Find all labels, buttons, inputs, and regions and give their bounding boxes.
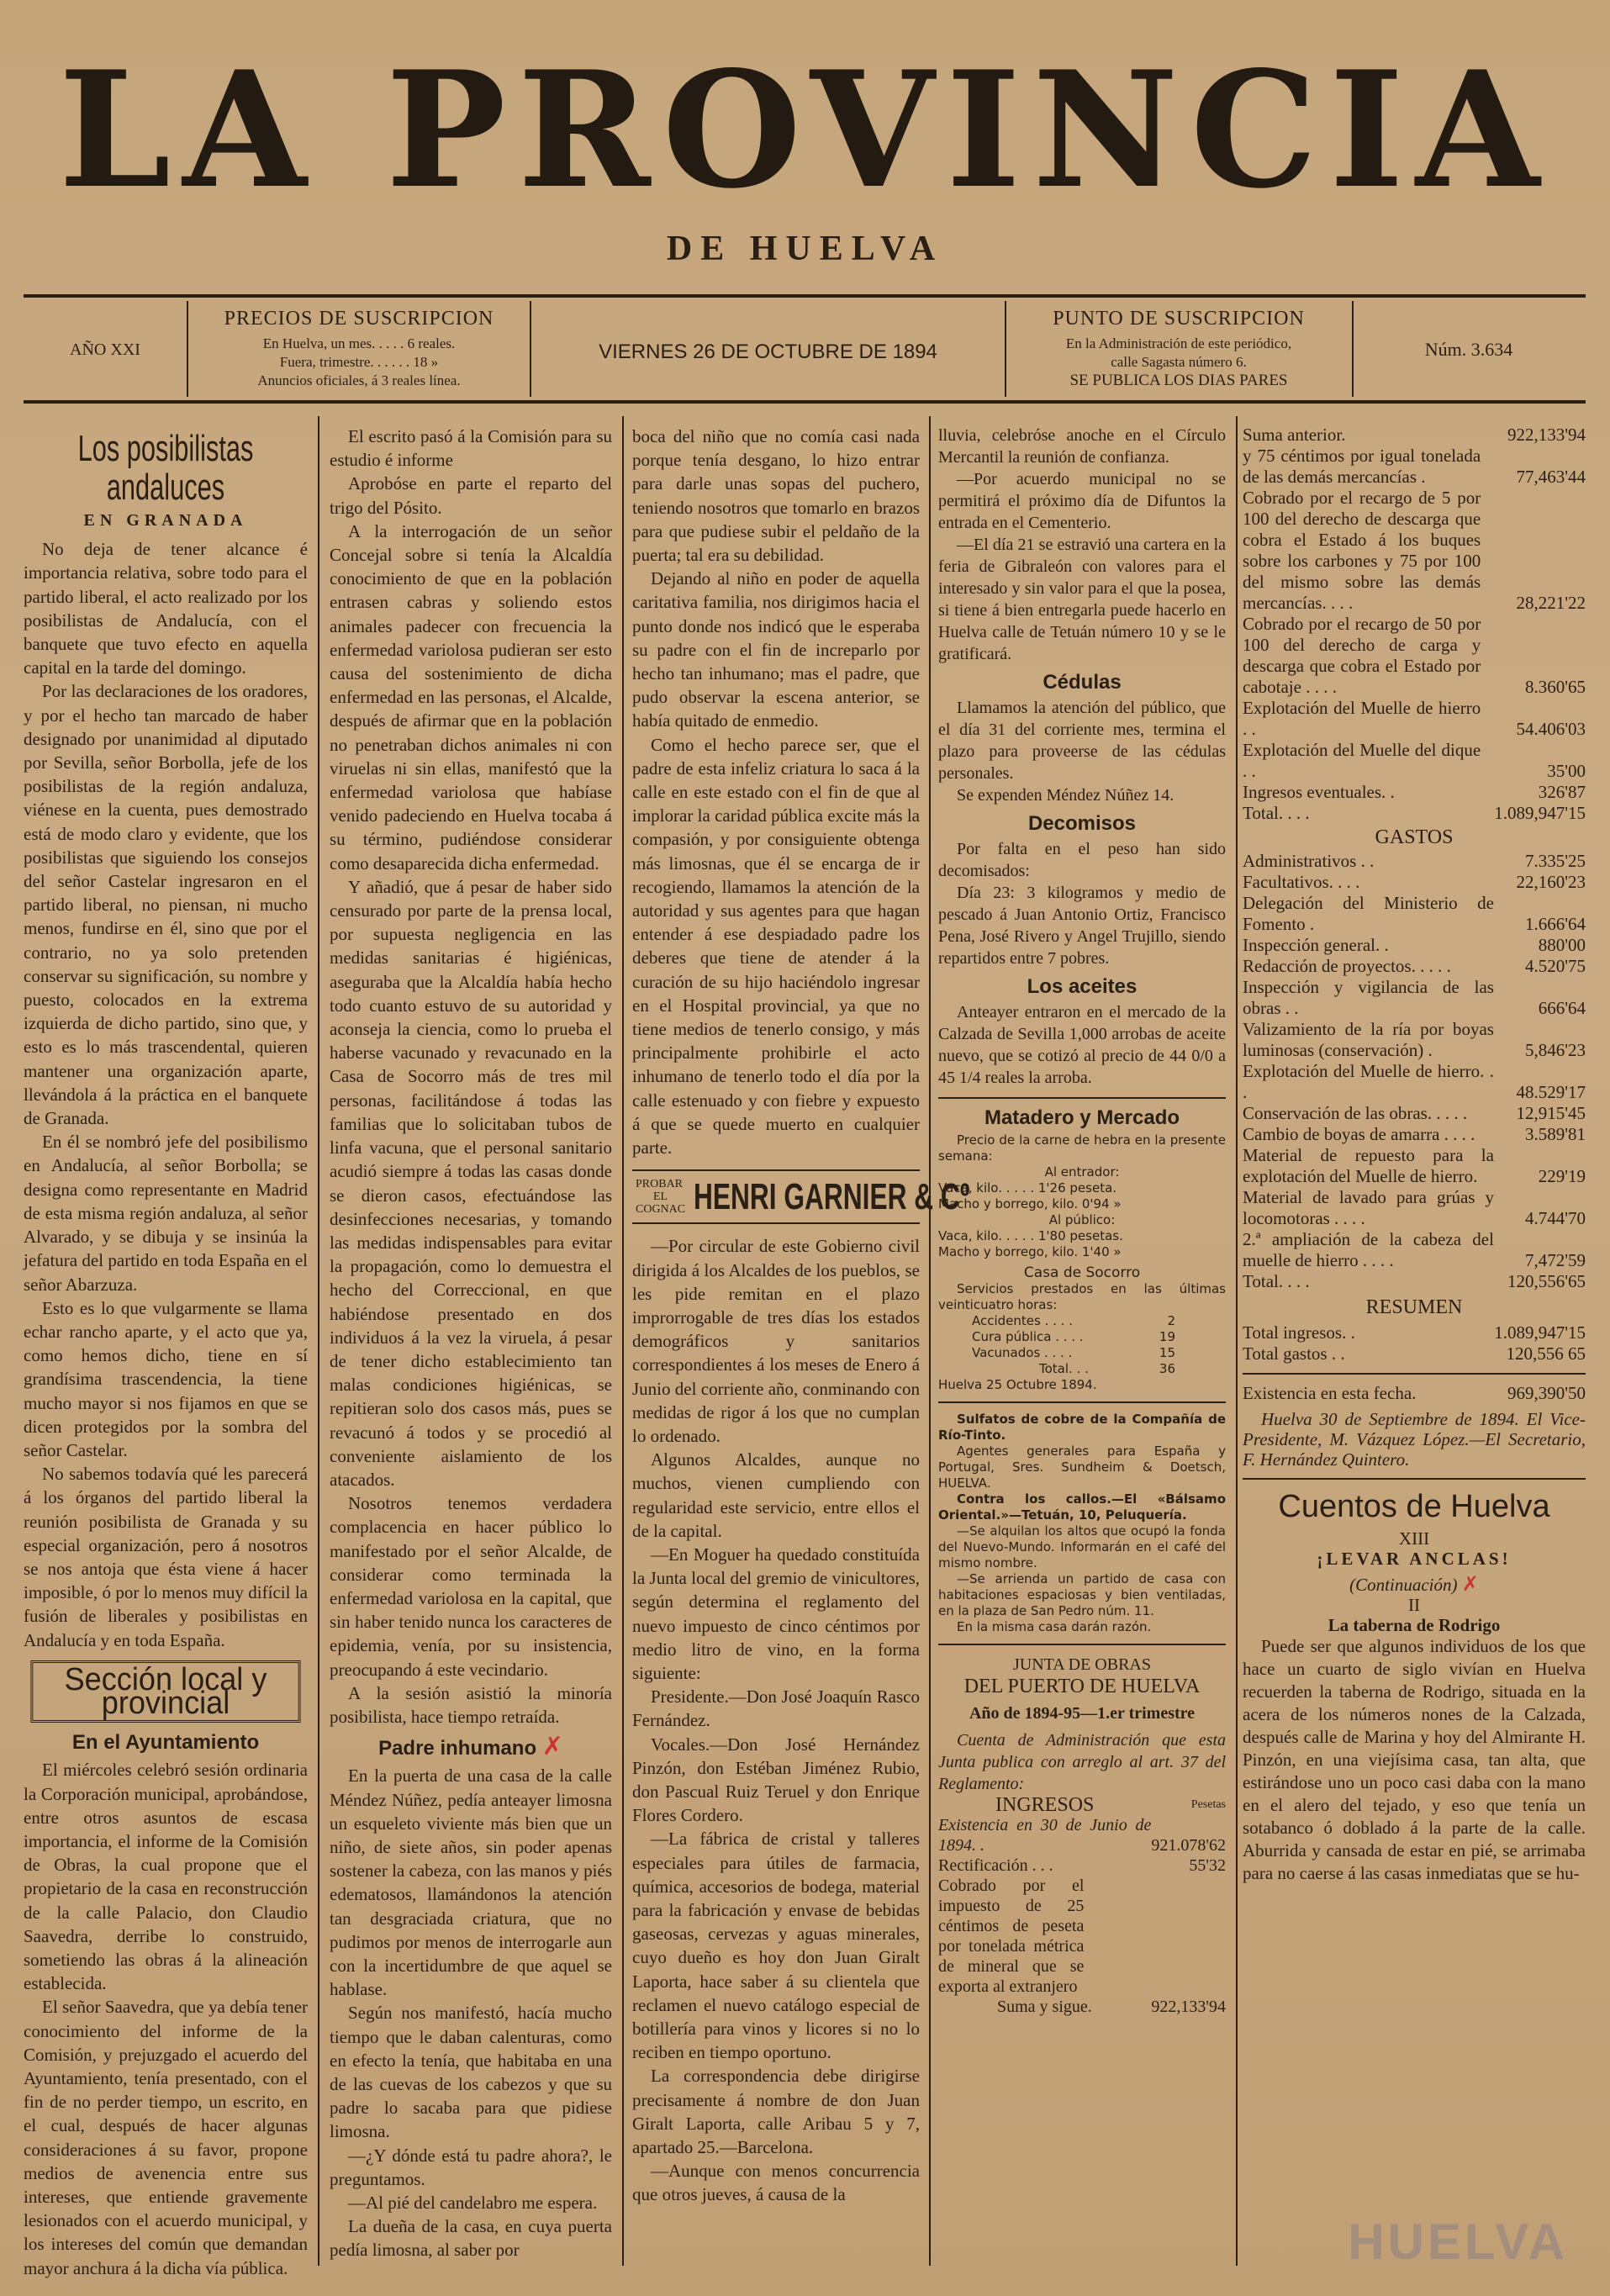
column-divider: [929, 416, 931, 2266]
chapter-title: La taberna de Rodrigo: [1328, 1615, 1501, 1635]
row-value: 1.666'64: [1524, 914, 1586, 934]
red-check-mark: ✗: [541, 1732, 563, 1762]
row-value: 880'00: [1538, 935, 1586, 955]
row-value: 922,133'94: [1507, 425, 1586, 445]
row-label: Cobrado por el recargo de 50 por 100 del derecho de carga y descarga que cobra el Estado por cabotaje . . . .: [1243, 614, 1481, 697]
column-2: [330, 425, 612, 2262]
paragraph: Dejando al niño en poder de aquella caritativa familia, nos dirigimos hacia el punto donde nos indicó que le esperaba su padre con el fin de increparlo por hecho tan inhumano; mas el padre, que pudo observar la escena anterior, se había quitado de enmedio.: [632, 568, 920, 731]
subheading: Decomisos: [1027, 812, 1137, 835]
table-row: [1243, 893, 1586, 935]
row-value: 921.078'62: [1151, 1836, 1226, 1855]
table-row: [1243, 935, 1586, 956]
balance-table: [1243, 1383, 1586, 1404]
paragraph: No deja de tener alcance é importancia relativa, sobre todo para el partido liberal, el acto realizado por los posibilistas de Andalucía, con el banquete que tuvo efecto en aquella capital en la tarde del domingo.: [24, 539, 308, 678]
issue-number: Núm. 3.634: [1424, 339, 1513, 360]
row-label: Suma y sigue.: [997, 1998, 1092, 2016]
table-row: [1243, 698, 1586, 740]
paragraph: —Por acuerdo municipal no se permitirá el próximo día de Difuntos la entrada en el Cementerio.: [938, 470, 1226, 532]
story-title: Cuentos de Huelva: [1278, 1489, 1550, 1524]
row-value: 7,472'59: [1524, 1250, 1586, 1270]
paragraph: Anteayer entraron en el mercado de la Calzada de Sevilla 1,000 arrobas de aceite nuevo, que se cotizó al precio de 44 0/0 a 45 1/4 reales la arroba.: [938, 1003, 1226, 1087]
meat-prices: [938, 1132, 1226, 1393]
paragraph: Presidente.—Don José Joaquín Rasco Fernández.: [632, 1686, 920, 1731]
price-group: Al entrador:: [1044, 1164, 1120, 1180]
row-label: Redacción de proyectos. . . . .: [1243, 956, 1451, 976]
paragraph: —¿Y dónde está tu padre ahora?, le preguntamos.: [330, 2145, 612, 2189]
table-row: [938, 1329, 1226, 1345]
column-divider: [1236, 416, 1238, 2266]
gastos-heading: GASTOS: [1375, 826, 1454, 848]
row-value: 326'87: [1538, 782, 1586, 802]
column-3: [632, 425, 970, 2207]
paragraph: Esto es lo que vulgarmente se llama echar rancho aparte, y el acto que ya, como hemos dicho, tiene en sí grandísima trascendencia, la tiene mucho mayor si nos fijamos en que se dicen protegidos por la sombra del señor Castelar.: [24, 1297, 308, 1460]
row-value: 36: [1159, 1361, 1175, 1376]
paragraph: —La fábrica de cristal y talleres especiales para útiles de farmacia, química, accesorios de bodega, material para la fabricación y envase de bebidas gaseosas, cervezas y aguas minerales, cuyo dueño es hoy don Juan Giralt Laporta, hace saber á su clientela que reclamen el nuevo catálogo especial de botillería para vinos y licores si no lo reciben en tiempo oportuno.: [632, 1829, 920, 2063]
row-value: 3.589'81: [1524, 1124, 1586, 1144]
row-label: Existencia en 30 de Junio de 1894. .: [938, 1816, 1152, 1855]
paragraph: El escrito pasó á la Comisión para su estudio é informe: [330, 426, 612, 471]
publication-days: SE PUBLICA LOS DIAS PARES: [1069, 372, 1288, 389]
row-label: Existencia en esta fecha.: [1243, 1383, 1417, 1403]
row-value: 22,160'23: [1516, 872, 1586, 892]
table-row: [1243, 488, 1586, 614]
table-row: [1243, 1229, 1586, 1271]
paragraph: —Al pié del candelabro me espera.: [348, 2193, 598, 2214]
paragraph: Día 23: 3 kilogramos y medio de pescado á Juan Antonio Ortiz, Francisco Pena, José Rivero y Angel Trujillo, siendo repartidos entre 7 pobres.: [938, 884, 1226, 968]
red-check-mark: ✗: [1461, 1572, 1479, 1596]
summary-table: [1243, 1322, 1586, 1364]
table-row: [1243, 425, 1586, 446]
header-divider: [1352, 301, 1354, 397]
price-line: Anuncios oficiales, á 3 reales línea.: [257, 372, 461, 388]
paragraph: Nosotros tenemos verdadera complacencia en hacer público lo manifestado por el señor Alcalde, de considerar como terminada la enfermedad variolosa en la capital, que sin haber tenido nunca los caracteres de epidemia, venía, por su insistencia, preocupando á este vecindario.: [330, 1493, 612, 1680]
divider: [938, 1097, 1226, 1099]
paragraph: —Por circular de este Gobierno civil dirigida á los Alcaldes de los pueblos, se les pide remitan en el plazo improrrogable de tres días los estados demográficos y sanitarios correspondientes á los meses de Enero á Junio del corriente año, conminando con medidas de rigor á los que no cumplan lo ordenado.: [632, 1236, 920, 1446]
subheading-text: Padre inhumano: [378, 1737, 537, 1760]
row-label: Cambio de boyas de amarra . . . .: [1243, 1124, 1475, 1144]
resumen-heading: RESUMEN: [1365, 1296, 1463, 1318]
row-value: 35'00: [1547, 761, 1586, 781]
row-value: 922,133'94: [1151, 1998, 1226, 2016]
row-value: 2: [1167, 1313, 1175, 1328]
row-value: 969,390'50: [1507, 1383, 1586, 1403]
row-label: Delegación del Ministerio de Fomento .: [1243, 893, 1494, 934]
paragraph: Precio de la carne de hebra en la presente semana:: [938, 1132, 1226, 1164]
row-value: 77,463'44: [1516, 467, 1586, 487]
aid-table: [938, 1313, 1226, 1377]
table-row: [1243, 1103, 1586, 1124]
column-divider: [318, 416, 319, 2266]
row-label: Conservación de las obras. . . . .: [1243, 1103, 1468, 1123]
table-row: [1243, 1019, 1586, 1061]
divider: [938, 1644, 1226, 1645]
row-label: Total. . . .: [1243, 1271, 1310, 1291]
table-row: [1243, 1124, 1586, 1145]
ad-line: —Se alquilan los altos que ocupó la fonda del Nuevo-Mundo. Informarán en el café del mismo nombre.: [938, 1523, 1226, 1570]
point-line: En la Administración de este periódico,: [1065, 335, 1292, 351]
table-row: [1243, 956, 1586, 977]
header-bottom-rule: [24, 400, 1586, 404]
section-heading: Sección local y provincial: [30, 1660, 300, 1723]
table-heading: INGRESOS: [995, 1794, 1095, 1816]
subheading: Casa de Socorro: [1023, 1264, 1141, 1281]
paragraph: Servicios prestados en las últimas veinticuatro horas:: [938, 1281, 1226, 1312]
row-value: 1.089,947'15: [1494, 1322, 1586, 1343]
ad-line: En la misma casa darán razón.: [957, 1619, 1152, 1634]
row-label: Rectificación . . .: [938, 1856, 1053, 1875]
row-label: Material de repuesto para la explotación del Muelle de hierro.: [1243, 1145, 1494, 1186]
table-row: [1243, 803, 1586, 824]
row-label: Inspección y vigilancia de las obras . .: [1243, 977, 1494, 1018]
story-part: XIII: [1398, 1528, 1430, 1549]
ad-word: EL: [653, 1190, 668, 1204]
subheading: En el Ayuntamiento: [71, 1731, 260, 1755]
paragraph: Como el hecho parece ser, que el padre de esta infeliz criatura lo saca á la calle en este estado con el fin de que al implorar la caridad pública excite más la compasión, y por consiguiente obtenga más limosnas, que él se encarga de ir recogiendo, llamamos la atención de la autoridad y sus agentes para que hagan entender á ese despiadado padre los deberes que tiene de atender á la curación de su hijo haciéndolo ingresar en el Hospital provincial, ya que no tiene medios de tenerlo consigo, y más principalmente prohibirle el acto inhumano de tenerlo todo el día por la calle estenuado y con fiebre y expuesto á que se quede muerto en cualquier parte.: [632, 734, 920, 1159]
table-row: [1243, 851, 1586, 872]
divider: [1243, 1373, 1586, 1375]
story-subtitle: ¡LEVAR ANCLAS!: [1317, 1549, 1512, 1569]
price-group: Al público:: [1048, 1212, 1116, 1227]
table-row: [1243, 1145, 1586, 1187]
row-value: 666'64: [1538, 998, 1586, 1018]
classified-ads: [938, 1412, 1226, 1635]
year-label: AÑO XXI: [70, 340, 140, 359]
header-divider: [187, 301, 188, 397]
table-row: [938, 1855, 1226, 1876]
row-label: Explotación del Muelle de hierro. . .: [1243, 1061, 1494, 1102]
paragraph: Llamamos la atención del público, que el día 31 del corriente mes, termina el plazo para proveerse de las cédulas personales.: [938, 699, 1226, 783]
row-value: 229'19: [1538, 1166, 1586, 1186]
table-row: [938, 1815, 1226, 1855]
table-row: [1243, 1322, 1586, 1343]
continuation-note: [1243, 1574, 1586, 1595]
table-row: [1243, 782, 1586, 803]
cognac-advertisement: [632, 1169, 970, 1224]
header-top-rule: [24, 294, 1586, 298]
price-row: Macho y borrego, kilo. 0'94 »: [938, 1196, 1122, 1211]
divider: [1243, 1478, 1586, 1480]
column-1: [24, 425, 308, 2280]
paragraph: Se expenden Méndez Núñez 14.: [957, 786, 1175, 805]
table-row: [1243, 1383, 1586, 1404]
table-row: [938, 1361, 1226, 1377]
column-divider: [622, 416, 624, 2266]
row-label: Ingresos eventuales. .: [1243, 782, 1395, 802]
row-value: 54.406'03: [1516, 719, 1586, 739]
paragraph: La dueña de la casa, en cuya puerta pedía limosna, al saber por: [330, 2216, 612, 2261]
price-line: Fuera, trimestre. . . . . . 18 »: [279, 354, 439, 370]
row-label: Cobrado por el recargo de 5 por 100 del derecho de descarga que cobra el Estado á los buques sobre los carbones y 75 por 100 del mismo sobre las demás mercancías. . . .: [1243, 488, 1481, 613]
row-value: 55'32: [1189, 1856, 1226, 1875]
archive-watermark: HUELVA: [1348, 2214, 1568, 2270]
row-label: Facultativos. . . .: [1243, 872, 1360, 892]
row-value: 120,556 65: [1506, 1343, 1586, 1364]
row-label: Suma anterior.: [1243, 425, 1346, 445]
masthead-title: LA PROVINCIA: [58, 36, 1552, 224]
row-value: 28,221'22: [1516, 593, 1586, 613]
junta-period: Año de 1894-95—1.er trimestre: [969, 1704, 1196, 1723]
table-heading: Pesetas: [1190, 1798, 1226, 1811]
price-row: Vaca, kilo. . . . . 1'80 pesetas.: [938, 1228, 1123, 1243]
paragraph: Y añadió, que á pesar de haber sido censurado por parte de la prensa local, por supuesta negligencia en las medidas sanitarias é higiénicas, aseguraba que la Alcaldía había hecho todo cuanto estuvo de su autoridad y aconseja la ciencia, como lo prueba el haberse vacunado y revacunado en la Casa de Socorro más de tres mil personas, facilitándose á todas las familias que lo solicitaban tubos de linfa vacuna, que el personal sanitario acudió siempre á todas las casas donde se dieron casos, efectuándose las desinfecciones necesarias, y tomando las medidas indispensables para evitar la propagación, como lo demuestra el hecho del Correccional, en que habiéndose presentado en dos individuos á la vez la viruela, á pesar de tener dicho establecimiento tan malas condiciones higiénicas, se repitieran solo dos casos más, pues se revacunó á todos y se procedió al conveniente aislamiento de los atacados.: [330, 876, 612, 1490]
row-label: Total ingresos. .: [1243, 1322, 1355, 1343]
subheading: Cédulas: [1043, 671, 1122, 694]
issue-date: VIERNES 26 DE OCTUBRE DE 1894: [599, 340, 937, 363]
row-label: Total. . . .: [1243, 803, 1310, 823]
header-divider: [1005, 301, 1006, 397]
row-value: 120,556'65: [1507, 1271, 1586, 1291]
continuation-text: (Continuación): [1349, 1575, 1458, 1595]
row-value: 5,846'23: [1524, 1040, 1586, 1060]
table-row: [938, 1795, 1226, 1815]
subheading: Matadero y Mercado: [984, 1106, 1180, 1129]
row-value: 48.529'17: [1516, 1082, 1586, 1102]
ad-line: Agentes generales para España y Portugal, Sres. Sundheim & Doetsch, HUELVA.: [938, 1444, 1226, 1491]
paragraph: La correspondencia debe dirigirse precisamente á nombre de don Juan Giralt Laporta, calle Aribau 5 y 7, apartado 25.—Barcelona.: [632, 2066, 920, 2158]
table-row: [938, 1997, 1226, 2017]
table-row: [938, 1313, 1226, 1329]
row-label: Total. . .: [1039, 1361, 1089, 1376]
table-row: [1243, 446, 1586, 488]
ad-line: Contra los callos.—El «Bálsamo Oriental.»—Tetuán, 10, Peluquería.: [938, 1491, 1226, 1523]
table-row: [1243, 977, 1586, 1019]
article-subtitle: EN GRANADA: [83, 511, 248, 530]
table-row: [1243, 614, 1586, 698]
row-value: 1.089,947'15: [1494, 803, 1586, 823]
row-value: 4.520'75: [1524, 956, 1586, 976]
row-value: 12,915'45: [1516, 1103, 1586, 1123]
row-value: 4.744'70: [1524, 1208, 1586, 1228]
row-label: Explotación del Muelle de hierro . .: [1243, 698, 1481, 739]
subscription-prices: [192, 309, 526, 390]
divider: [938, 1401, 1226, 1403]
paragraph: En la puerta de una casa de la calle Méndez Núñez, pedía anteayer limosna un esqueleto viviente más bien que un niño, de siete años, sin poder apenas sostener la cabeza, con las manos y piés edematosos, llamándonos la atención tan desgraciada criatura, que no pudimos por menos de interrogarle aun con la incertidumbre de que aquel se hablase.: [330, 1766, 612, 2000]
paragraph: Cuenta de Administración que esta Junta publica con arreglo al art. 37 del Reglamento:: [938, 1731, 1226, 1793]
chapter-number: II: [1408, 1595, 1420, 1615]
price-row: Vaca, kilo. . . . . 1'26 peseta.: [938, 1180, 1117, 1196]
row-label: Explotación del Muelle del dique . .: [1243, 740, 1481, 781]
prices-title: PRECIOS DE SUSCRIPCION: [224, 308, 494, 330]
ad-brand: HENRI GARNIER & Cº: [694, 1175, 970, 1217]
subheading: Los aceites: [1027, 975, 1138, 998]
paragraph: boca del niño que no comía casi nada porque tenía desgano, lo hizo entrar para darle unas sopas del puchero, teniendo nosotros que tomarlo en brazos para que pudiese subir el peldaño de la puerta; tal era su debilidad.: [632, 426, 920, 566]
paragraph: Aprobóse en parte el reparto del trigo del Pósito.: [330, 473, 612, 518]
row-value: 15: [1159, 1345, 1175, 1360]
row-label: y 75 céntimos por igual tonelada de las demás mercancías .: [1243, 446, 1481, 487]
paragraph: El señor Saavedra, que ya debía tener conocimiento del informe de la Comisión, y prejuzgado el acuerdo del Ayuntamiento, tenía presentado, con el fin de no perder tiempo, un escrito, en el cual, después de hacer algunas consideraciones á su favor, propone medios de avenencia entre sus intereses, que entiende gravemente lesionados con el acuerdo municipal, y los intereses del común que demandan mayor anchura á la dicha vía pública.: [24, 1997, 308, 2278]
ad-line: —Se arrienda un partido de casa con habitaciones espaciosas y bien ventiladas, en la plaza de San Pedro núm. 11.: [938, 1571, 1226, 1618]
header-divider: [530, 301, 531, 397]
dateline: Huelva 25 Octubre 1894.: [938, 1377, 1097, 1392]
paragraph: Algunos Alcaldes, aunque no muchos, vienen cumpliendo con regularidad este servicio, entre ellos el de la capital.: [632, 1449, 920, 1541]
point-line: calle Sagasta número 6.: [1111, 354, 1247, 370]
row-label: Cobrado por el impuesto de 25 céntimos de peseta por tonelada métrica de mineral que se exporta al extranjero: [938, 1876, 1085, 1996]
row-label: Accidentes . . . .: [972, 1313, 1073, 1328]
table-row: [1243, 1343, 1586, 1364]
row-label: Total gastos . .: [1243, 1343, 1345, 1364]
table-row: [1243, 740, 1586, 782]
table-row: [1243, 1061, 1586, 1103]
row-label: Material de lavado para grúas y locomotoras . . . .: [1243, 1187, 1494, 1228]
subheading: [330, 1732, 612, 1762]
income-table: [938, 1795, 1226, 2017]
row-label: Inspección general. .: [1243, 935, 1389, 955]
masthead-subtitle: DE HUELVA: [666, 230, 944, 268]
column-5: [1243, 425, 1586, 1885]
paragraph: —En Moguer ha quedado constituída la Junta local del gremio de vinicultores, según determina el reglamento del nuevo impuesto de cinco céntimos por medio litro de vino, en la forma siguiente:: [632, 1544, 920, 1683]
signature-block: Huelva 30 de Septiembre de 1894. El Vice-Presidente, M. Vázquez López.—El Secretario, F. Hernández Quintero.: [1243, 1409, 1586, 1470]
paragraph: lluvia, celebróse anoche en el Círculo Mercantil la reunión de confianza.: [938, 426, 1226, 467]
paragraph: Por falta en el peso han sido decomisados:: [938, 840, 1226, 880]
junta-heading: JUNTA DE OBRAS: [1013, 1655, 1151, 1674]
paragraph: Vocales.—Don José Hernández Pinzón, don Estéban Jiménez Rubio, don Pascual Ruiz Teruel y don Enrique Flores Cordero.: [632, 1734, 920, 1826]
table-row: [1243, 1271, 1586, 1292]
expenses-table: [1243, 851, 1586, 1292]
table-row: [1243, 872, 1586, 893]
paragraph: Puede ser que algunos individuos de los que hace un cuarto de siglo vivían en Huelva recuerden la taberna de Rodrigo, situada en la acera de los números nones de la Calzada, después calle de Marina y hoy del Almirante H. Pinzón, en una viejísima casa, tan alta, que estirándose uno un poco casi daba con la mano en el alero del tejado, y eso que tenía un sotabanco ó doblado á la parte de la calle. Aburrida y cansada de estar en pié, se arrimaba para no caerse á las casas inmediatas que se hu-: [1243, 1636, 1586, 1883]
row-value: 8.360'65: [1524, 677, 1586, 697]
ad-word: COGNAC: [636, 1203, 686, 1217]
row-label: 2.ª ampliación de la cabeza del muelle de hierro . . . .: [1243, 1229, 1494, 1270]
paragraph: Según nos manifestó, hacía mucho tiempo que le daban calenturas, como en efecto la tenía, que habitaba en una de las cuevas de los cabezos y que su padre lo sacaba para que pidiese limosna.: [330, 2003, 612, 2142]
paragraph: Por las declaraciones de los oradores, y por el hecho tan marcado de haber designado por unanimidad al diputado por Sevilla, señor Borbolla, jefe de los posibilistas de la región andaluza, viénese en la cuenta, pues demostrado está de modo claro y evidente, que los posibilistas que siguiendo los consejos del señor Castelar ingresaron en el partido liberal, no piensan, ni mucho menos, fundirse en él, sino que por el contrario, no ya solo pretenden conservar su significación, su nombre y puesto, colocados en la extrema izquierda de dicho partido, sino que, y esto es lo más trascendental, quieren mantener una organización aparte, llevándola á la práctica en el banquete de Granada.: [24, 681, 308, 1129]
junta-heading: DEL PUERTO DE HUELVA: [963, 1676, 1201, 1697]
row-label: Vacunados . . . .: [972, 1345, 1073, 1360]
row-value: 19: [1159, 1329, 1175, 1344]
table-row: [938, 1876, 1226, 1997]
article-title: Los posibilistas andaluces: [77, 428, 254, 508]
subscription-point: [1009, 309, 1349, 390]
paragraph: El miércoles celebró sesión ordinaria la Corporación municipal, aprobándose, entre otros asuntos de escasa importancia, el informe de la Comisión de Obras, la cual propone que el propietario de la casa en reconstrucción de la calle Palacio, don Claudio Saavedra, derribe lo construido, sometiendo las obras á la alineación establecida.: [24, 1760, 308, 1994]
point-title: PUNTO DE SUSCRIPCION: [1053, 308, 1305, 330]
row-value: 7.335'25: [1524, 851, 1586, 871]
paragraph: No sabemos todavía qué les parecerá á los órganos del partido liberal la reunión posibilista de Granada y su especial organización, pero á nosotros se nos antoja que ésta viene á hacer imposible, ó por lo menos muy difícil la fusión de liberales y posibilistas en Andalucía y en toda España.: [24, 1464, 308, 1650]
column-4: [938, 425, 1226, 2017]
paragraph: En él se nombró jefe del posibilismo en Andalucía, al señor Borbolla; se designa como representante en Madrid de esta misma región andaluza, al señor Alvarado, y se dibuja y se insinúa la jefatura del partido en toda España en el señor Abarzuza.: [24, 1132, 308, 1295]
price-row: Macho y borrego, kilo. 1'40 »: [938, 1244, 1122, 1259]
row-label: Valizamiento de la ría por boyas luminosas (conservación) .: [1243, 1019, 1494, 1060]
ad-word: PROBAR: [636, 1178, 684, 1191]
ad-line: Sulfatos de cobre de la Compañía de Río-Tinto.: [938, 1412, 1226, 1443]
row-label: Administrativos . .: [1243, 851, 1375, 871]
table-row: [938, 1345, 1226, 1361]
ad-small-text: [636, 1178, 685, 1216]
paragraph: —Aunque con menos concurrencia que otros jueves, á causa de la: [632, 2161, 920, 2205]
price-line: En Huelva, un mes. . . . . 6 reales.: [262, 335, 456, 351]
paragraph: A la sesión asistió la minoría posibilista, hace tiempo retraída.: [330, 1682, 612, 1727]
row-label: Cura pública . . . .: [972, 1329, 1084, 1344]
paragraph: —El día 21 se estravió una cartera en la feria de Gibraleón con valores para el interesado y sin valor para el que la posea, si tiene á bien entregarla puede hacerlo en Huelva calle de Tetuán número 10 y se le gratificará.: [938, 536, 1226, 663]
paragraph: A la interrogación de un señor Concejal sobre si tenía la Alcaldía conocimiento de que en la población entrasen cabras y soliendo estos animales padecer con frecuencia la enfermedad variolosa pudieran ser esto causa del sostenimiento de dicha enfermedad en las personas, el Alcalde, después de afirmar que en la población no penetraban dichos animales ni con viruelas ni sin ellas, manifestó que la enfermedad variolosa que habíase venido padeciendo en Huelva tocaba á su término, pudiéndose considerar como desaparecida dicha enfermedad.: [330, 520, 612, 874]
table-row: [1243, 1187, 1586, 1229]
income-table-continued: [1243, 425, 1586, 824]
